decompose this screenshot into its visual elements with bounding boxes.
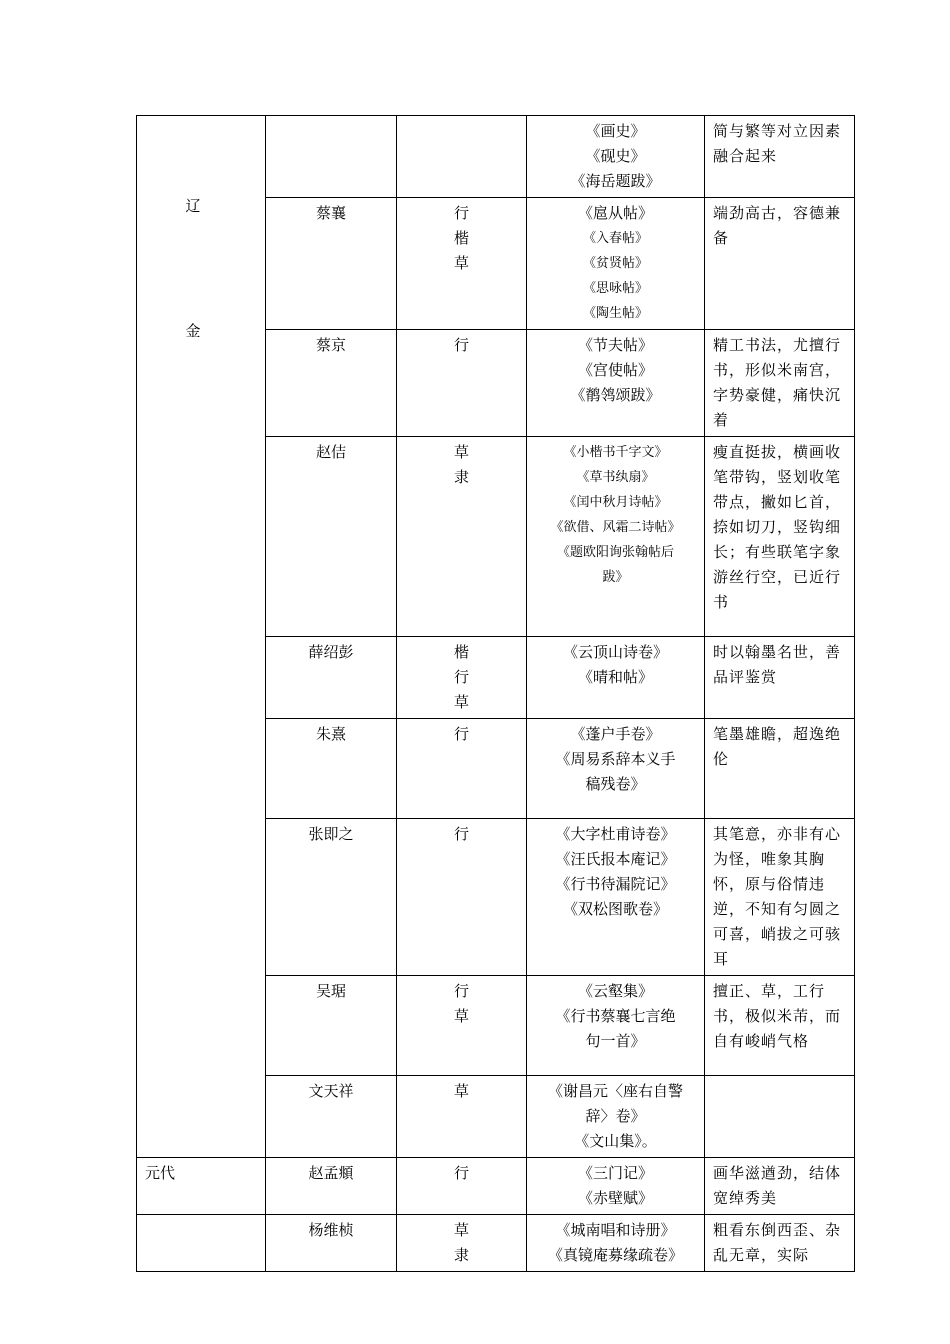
desc-cell: 端劲高古，容德兼备 bbox=[705, 198, 855, 330]
work-title: 稿残卷》 bbox=[585, 775, 646, 793]
work-title: 《云顶山诗卷》 bbox=[562, 643, 668, 661]
name-cell: 赵佶 bbox=[266, 437, 397, 637]
style-cell bbox=[397, 437, 527, 637]
works-cell bbox=[527, 437, 705, 637]
style-cell bbox=[397, 637, 527, 719]
name-cell bbox=[266, 116, 397, 198]
work-title: 《扈从帖》 bbox=[577, 204, 653, 222]
work-title: 《蓬户手卷》 bbox=[570, 725, 661, 743]
era-cell-empty bbox=[137, 1215, 266, 1272]
work-title: 《三门记》 bbox=[577, 1164, 653, 1182]
style-char: 行 bbox=[453, 336, 469, 354]
era-char: 辽 bbox=[185, 197, 201, 215]
work-title: 《题欧阳询张翰帖后 bbox=[556, 545, 674, 560]
name-cell: 赵孟頫 bbox=[266, 1158, 397, 1215]
work-title: 《欲借、风霜二诗帖》 bbox=[550, 520, 681, 535]
name-cell: 薛绍彭 bbox=[266, 637, 397, 719]
style-cell bbox=[397, 819, 527, 976]
works-cell bbox=[527, 1215, 705, 1272]
style-cell bbox=[397, 1215, 527, 1272]
works-cell bbox=[527, 1158, 705, 1215]
work-title: 《画史》 bbox=[585, 122, 646, 140]
name-cell: 文天祥 bbox=[266, 1076, 397, 1158]
desc-cell: 画华滋遒劲，结体宽绰秀美 bbox=[705, 1158, 855, 1215]
era-char: 金 bbox=[185, 322, 201, 340]
work-title: 《周易系辞本义手 bbox=[555, 750, 676, 768]
work-title: 《贫贤帖》 bbox=[582, 256, 648, 271]
desc-cell: 时以翰墨名世，善品评鉴赏 bbox=[705, 637, 855, 719]
work-title: 《草书纨扇》 bbox=[576, 470, 655, 485]
work-title: 辞〉卷》 bbox=[585, 1107, 646, 1125]
work-title: 《宫使帖》 bbox=[577, 361, 653, 379]
desc-cell: 瘦直挺拔，横画收笔带钩，竖划收笔带点，撇如匕首，捺如切刀，竖钩细长；有些联笔字象游丝行空，已近行书 bbox=[705, 437, 855, 637]
works-cell bbox=[527, 116, 705, 198]
works-cell bbox=[527, 330, 705, 437]
style-cell bbox=[397, 1076, 527, 1158]
desc-cell: 擅正、草，工行书，极似米芾，而自有峻峭气格 bbox=[705, 976, 855, 1076]
style-char: 行 bbox=[453, 204, 469, 222]
name-cell: 张即之 bbox=[266, 819, 397, 976]
desc-cell: 粗看东倒西歪、杂乱无章，实际 bbox=[705, 1215, 855, 1272]
work-title: 《砚史》 bbox=[585, 147, 646, 165]
style-cell bbox=[397, 330, 527, 437]
work-title: 句一首》 bbox=[585, 1032, 646, 1050]
work-title: 《鹡鸰颂跋》 bbox=[570, 386, 661, 404]
desc-cell bbox=[705, 1076, 855, 1158]
work-title: 《入春帖》 bbox=[582, 231, 648, 246]
work-title: 《双松图歌卷》 bbox=[562, 900, 668, 918]
work-title: 跋》 bbox=[602, 570, 629, 585]
style-char: 草 bbox=[453, 693, 469, 711]
name-cell: 吴琚 bbox=[266, 976, 397, 1076]
name-cell: 杨维桢 bbox=[266, 1215, 397, 1272]
style-cell bbox=[397, 116, 527, 198]
style-cell bbox=[397, 198, 527, 330]
table-row bbox=[137, 1215, 855, 1272]
work-title: 《文山集》。 bbox=[574, 1132, 657, 1150]
style-char: 行 bbox=[453, 1164, 469, 1182]
style-cell bbox=[397, 719, 527, 819]
table-row bbox=[137, 1158, 855, 1215]
work-title: 《闰中秋月诗帖》 bbox=[563, 495, 668, 510]
work-title: 《真镜庵募缘疏卷》 bbox=[547, 1246, 683, 1264]
name-cell: 蔡襄 bbox=[266, 198, 397, 330]
work-title: 《海岳题跋》 bbox=[570, 172, 661, 190]
table-row bbox=[137, 116, 855, 198]
style-char: 楷 bbox=[453, 229, 469, 247]
work-title: 《汪氏报本庵记》 bbox=[555, 850, 676, 868]
work-title: 《赤壁赋》 bbox=[577, 1189, 653, 1207]
works-cell bbox=[527, 976, 705, 1076]
style-char: 行 bbox=[453, 982, 469, 1000]
work-title: 《节夫帖》 bbox=[577, 336, 653, 354]
works-cell bbox=[527, 198, 705, 330]
style-char: 草 bbox=[453, 254, 469, 272]
work-title: 《晴和帖》 bbox=[577, 668, 653, 686]
work-title: 《城南唱和诗册》 bbox=[555, 1221, 676, 1239]
style-char: 隶 bbox=[453, 1246, 469, 1264]
works-cell bbox=[527, 819, 705, 976]
desc-cell: 简与繁等对立因素融合起来 bbox=[705, 116, 855, 198]
works-cell bbox=[527, 1076, 705, 1158]
style-cell bbox=[397, 1158, 527, 1215]
works-cell bbox=[527, 719, 705, 819]
name-cell: 蔡京 bbox=[266, 330, 397, 437]
style-char: 行 bbox=[453, 725, 469, 743]
style-char: 草 bbox=[453, 1221, 469, 1239]
work-title: 《云壑集》 bbox=[577, 982, 653, 1000]
desc-cell: 其笔意，亦非有心为怪，唯象其胸怀，原与俗情违逆，不知有匀圆之可喜，峭拔之可骇耳 bbox=[705, 819, 855, 976]
style-char: 行 bbox=[453, 668, 469, 686]
desc-cell: 精工书法，尤擅行书，形似米南宫，字势豪健，痛快沉着 bbox=[705, 330, 855, 437]
work-title: 《谢昌元〈座右自警 bbox=[547, 1082, 683, 1100]
name-cell: 朱熹 bbox=[266, 719, 397, 819]
style-char: 楷 bbox=[453, 643, 469, 661]
work-title: 《陶生帖》 bbox=[582, 306, 648, 321]
work-title: 《行书待漏院记》 bbox=[555, 875, 676, 893]
style-cell bbox=[397, 976, 527, 1076]
work-title: 《行书蔡襄七言绝 bbox=[555, 1007, 676, 1025]
era-cell-liaojin bbox=[137, 116, 266, 1158]
work-title: 《大字杜甫诗卷》 bbox=[555, 825, 676, 843]
style-char: 草 bbox=[453, 443, 469, 461]
desc-cell: 笔墨雄瞻，超逸绝伦 bbox=[705, 719, 855, 819]
style-char: 隶 bbox=[453, 468, 469, 486]
style-char: 草 bbox=[453, 1082, 469, 1100]
work-title: 《小楷书千字文》 bbox=[563, 445, 668, 460]
era-cell-yuan: 元代 bbox=[137, 1158, 266, 1215]
works-cell bbox=[527, 637, 705, 719]
style-char: 行 bbox=[453, 825, 469, 843]
style-char: 草 bbox=[453, 1007, 469, 1025]
work-title: 《思咏帖》 bbox=[582, 281, 648, 296]
calligraphers-table bbox=[136, 115, 855, 1272]
